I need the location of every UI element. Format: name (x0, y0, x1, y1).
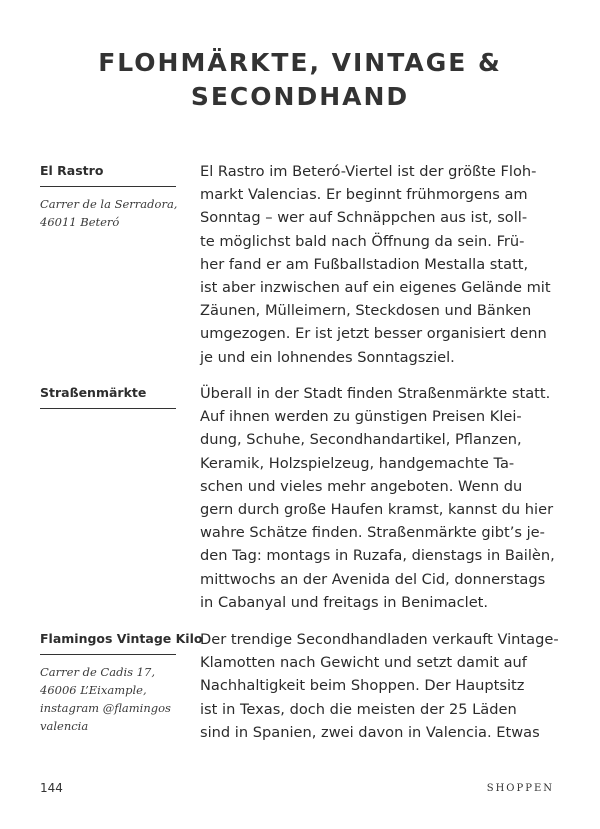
address-line: valencia (40, 719, 89, 733)
body-line: Nachhaltigkeit beim Shoppen. Der Hauptsitz (200, 677, 525, 695)
body-line: her fand er am Fußballstadion Mestalla statt, (200, 255, 529, 273)
body-line: te möglichst bald nach Öffnung da sein. Frü- (200, 232, 525, 250)
body-line: in Cabanyal und freitags in Benimaclet. (200, 593, 489, 611)
entry-body (200, 160, 572, 369)
page-title-line-2: SECONDHAND (190, 82, 410, 111)
entry-label: El Rastro (40, 162, 176, 187)
address-line: 46011 Beteró (40, 215, 120, 229)
body-line: Sonntag – wer auf Schnäppchen aus ist, soll- (200, 209, 528, 227)
section-running-head: SHOPPEN (486, 783, 554, 794)
body-line: mittwochs an der Avenida del Cid, donnerstags (200, 570, 546, 588)
body-line: den Tag: montags in Ruzafa, dienstags in Bailèn, (200, 547, 555, 565)
entry-body (200, 628, 572, 744)
body-line: Überall in der Stadt finden Straßenmärkte statt. (200, 385, 551, 402)
body-line: El Rastro im Beteró-Viertel ist der größte Floh- (200, 163, 537, 180)
body-line: Der trendige Secondhandladen verkauft Vintage- (200, 631, 559, 648)
page-title-line-1: FLOHMÄRKTE, VINTAGE & (98, 48, 502, 77)
address-line: Carrer de la Serradora, (40, 197, 178, 211)
body-line: dung, Schuhe, Secondhandartikel, Pflanzen, (200, 431, 522, 449)
body-line: ist in Texas, doch die meisten der 25 Läden (200, 700, 517, 718)
address-line: Carrer de Cadis 17, (40, 665, 155, 679)
body-line: Klamotten nach Gewicht und setzt damit auf (200, 654, 527, 672)
entry-label: Flamingos Vintage Kilo (40, 630, 176, 655)
body-line: je und ein lohnendes Sonntagsziel. (200, 348, 455, 366)
address-line: 46006 L’Eixample, (40, 683, 147, 697)
body-line: sind in Spanien, zwei davon in Valencia. Etwas (200, 723, 540, 741)
address-line: instagram @flamingos (40, 701, 171, 715)
page-title (0, 46, 600, 114)
page-number: 144 (40, 781, 63, 795)
body-line: umgezogen. Er ist jetzt besser organisiert denn (200, 325, 547, 343)
body-line: schen und vieles mehr angeboten. Wenn du (200, 477, 523, 495)
entry-label: Straßenmärkte (40, 384, 176, 409)
body-line: Auf ihnen werden zu günstigen Preisen Klei- (200, 408, 522, 426)
body-line: wahre Schätze finden. Straßenmärkte gibt’s je- (200, 524, 545, 542)
body-line: markt Valencias. Er beginnt frühmorgens am (200, 186, 528, 204)
body-line: Zäunen, Mülleimern, Steckdosen und Bänken (200, 302, 532, 320)
body-line: ist aber inzwischen auf ein eigenes Gelände mit (200, 279, 551, 297)
entry-address (40, 663, 180, 735)
entry-address (40, 195, 180, 231)
body-line: Keramik, Holzspielzeug, handgemachte Ta- (200, 454, 515, 472)
body-line: gern durch große Haufen kramst, kannst du hier (200, 501, 554, 519)
entry-body (200, 382, 572, 614)
